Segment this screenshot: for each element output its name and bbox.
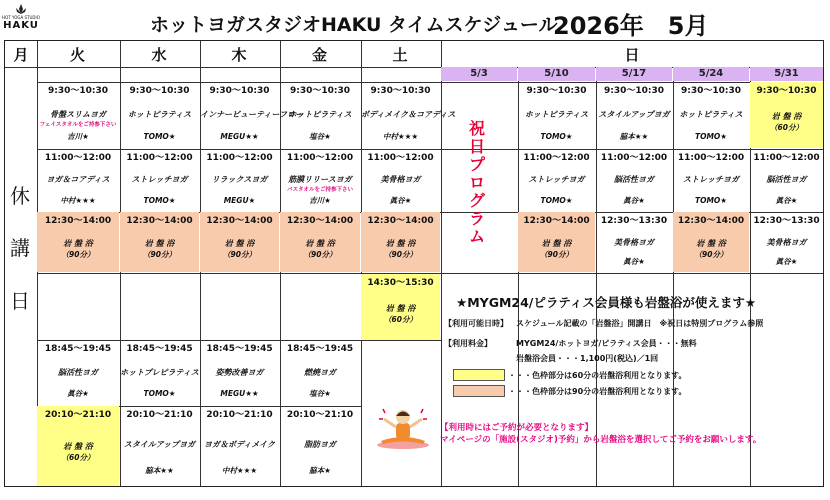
- instructor-name: 吉川★: [309, 196, 331, 205]
- class-name: 美骨格ヨガ: [380, 175, 421, 184]
- schedule-cell-s31b: [750, 149, 823, 211]
- class-name: ホットピラティス: [679, 110, 743, 119]
- instructor-name: TOMO★: [694, 196, 728, 205]
- class-name: 岩 盤 浴: [224, 239, 255, 248]
- header-fri: 金: [311, 46, 327, 64]
- class-time: 18:45～19:45: [286, 344, 354, 354]
- class-time: 12:30～14:00: [44, 216, 112, 226]
- class-name: リラックスヨガ: [211, 175, 268, 184]
- class-name: 美骨格ヨガ: [614, 238, 654, 247]
- schedule-cell-s17b: [596, 149, 672, 211]
- schedule-cell-tue2: [37, 149, 119, 211]
- class-time: 9:30～10:30: [47, 86, 109, 96]
- class-duration: （90分）: [61, 250, 95, 259]
- class-name: 岩 盤 浴: [63, 442, 93, 451]
- class-time: 11:00～12:00: [286, 153, 354, 163]
- schedule-cell-s24c: [673, 212, 749, 272]
- class-name: 岩 盤 浴: [144, 239, 175, 248]
- class-time: 12:30～14:00: [206, 216, 273, 226]
- header-sun: 日: [624, 46, 640, 64]
- class-name: 岩 盤 浴: [385, 239, 416, 248]
- class-name: 脂肪ヨガ: [304, 440, 336, 449]
- class-duration: （90分）: [384, 250, 417, 259]
- class-name: 骨盤スリムヨガ: [50, 110, 106, 119]
- class-time: 9:30～10:30: [370, 86, 431, 96]
- instructor-name: TOMO★: [540, 196, 573, 205]
- meditation-person-icon: [375, 405, 431, 449]
- class-time: 9:30～10:30: [209, 86, 270, 96]
- class-notice: バスタオルをご持参下さい: [286, 187, 353, 193]
- schedule-cell-tue6: [37, 406, 119, 486]
- class-time: 9:30～10:30: [289, 86, 351, 96]
- class-duration: （90分）: [540, 250, 573, 259]
- instructor-name: 吉川★: [67, 132, 89, 141]
- info-usage-label: 【利用可能日時】: [444, 319, 508, 328]
- notice-line-1: 【利用時にはご予約が必要となります】: [440, 423, 594, 433]
- class-name: 燃焼ヨガ: [304, 368, 336, 377]
- class-name: ストレッチヨガ: [528, 175, 585, 184]
- class-time: 9:30～10:30: [756, 86, 817, 96]
- class-notice: フェイスタオルをご持参下さい: [39, 122, 117, 128]
- info-fee-label: 【利用料金】: [444, 339, 492, 348]
- schedule-cell-sat1: [361, 82, 456, 148]
- schedule-cell-wed1: [120, 82, 199, 148]
- class-name: ストレッチヨガ: [683, 175, 739, 184]
- class-name: ホットピラティス: [288, 110, 352, 119]
- class-time: 20:10～21:10: [206, 410, 273, 420]
- instructor-name: TOMO★: [143, 132, 176, 141]
- instructor-name: MEGU★: [223, 196, 256, 205]
- instructor-name: 眞谷★: [775, 196, 798, 205]
- schedule-cell-s24b: [673, 149, 749, 211]
- instructor-name: 中村★★★: [221, 466, 258, 475]
- schedule-cell-thu6: [200, 406, 279, 486]
- class-time: 20:10～21:10: [126, 410, 193, 420]
- class-time: 12:30～14:00: [126, 216, 193, 226]
- page-title: ホットヨガスタジオHAKU タイムスケジュール: [150, 14, 558, 36]
- instructor-name: TOMO★: [540, 132, 573, 141]
- class-time: 9:30～10:30: [526, 86, 587, 96]
- instructor-name: 眞谷★: [389, 196, 412, 205]
- class-time: 18:45～19:45: [44, 344, 112, 354]
- class-time: 20:10～21:10: [44, 410, 112, 420]
- class-name: ヨガ＆ボディメイク: [203, 440, 276, 449]
- class-time: 12:30～13:30: [753, 216, 820, 226]
- class-time: 12:30～14:00: [286, 216, 354, 226]
- class-name: 岩 盤 浴: [771, 112, 802, 121]
- schedule-cell-fri6: [280, 406, 360, 486]
- class-name: インナービューティーフロー: [200, 110, 303, 119]
- legend-yellow-text: ・・・色枠部分は60分の岩盤浴利用となります。: [508, 371, 687, 380]
- closed-char-3: 日: [10, 289, 30, 313]
- class-time: 9:30～10:30: [680, 86, 742, 96]
- info-fee-text: MYGM24/ホットヨガ/ピラティス会員・・・無料: [516, 339, 697, 348]
- instructor-name: 中村★★★: [382, 132, 419, 141]
- holiday-program: 祝日プログラム: [468, 119, 485, 246]
- instructor-name: 眞谷★: [623, 257, 645, 266]
- class-duration: （60分）: [384, 315, 417, 324]
- schedule-cell-thu3: [200, 212, 279, 272]
- class-time: 20:10～21:10: [286, 410, 354, 420]
- studio-logo: [4, 3, 38, 37]
- header-wed: 水: [151, 46, 167, 64]
- closed-char-2: 講: [10, 236, 30, 260]
- legend-peach-swatch: [453, 385, 505, 397]
- class-name: 脳活性ヨガ: [58, 368, 98, 377]
- instructor-name: 脇本★★: [619, 132, 649, 141]
- schedule-month: 2026年 5月: [553, 12, 709, 40]
- schedule-cell-fri3: [280, 212, 360, 272]
- schedule-cell-s24a: [673, 82, 749, 148]
- schedule-cell-sat4: [361, 274, 440, 340]
- schedule-cell-thu1: [200, 82, 303, 148]
- schedule-cell-tue3: [37, 212, 119, 272]
- instructor-name: 眞谷★: [623, 196, 645, 205]
- legend-yellow-swatch: [453, 369, 505, 381]
- info-usage-text: スケジュール記載の「岩盤浴」開講日 ※祝日は特別プログラム参照: [516, 319, 764, 328]
- schedule-cell-thu5: [200, 340, 279, 405]
- schedule-cell-fri1: [280, 82, 360, 148]
- schedule-cell-tue5: [37, 340, 119, 405]
- schedule-cell-wed2: [120, 149, 199, 211]
- schedule-cell-s10b: [518, 149, 595, 211]
- class-time: 18:45～19:45: [126, 344, 193, 354]
- class-time: 11:00～12:00: [206, 153, 273, 163]
- class-name: ホットプレピラティス: [120, 368, 199, 377]
- schedule-cell-tue1: [37, 82, 119, 148]
- class-time: 11:00～12:00: [677, 153, 745, 163]
- logo-subtitle: HOT YOGA STUDIO: [2, 15, 40, 20]
- notice-line-2: マイページの「施設(スタジオ)予約」から岩盤浴を選択してご予約をお願いします。: [440, 435, 762, 445]
- class-name: 岩 盤 浴: [696, 239, 726, 248]
- legend-peach-text: ・・・色枠部分は90分の岩盤浴利用となります。: [508, 387, 687, 396]
- sun-date-2: 5/10: [518, 67, 595, 81]
- class-time: 12:30～14:00: [677, 216, 745, 226]
- class-name: スタイルアップヨガ: [123, 440, 196, 449]
- class-name: 筋膜リリースヨガ: [288, 175, 352, 184]
- header-thu: 木: [231, 46, 247, 64]
- class-name: 岩 盤 浴: [541, 239, 572, 248]
- schedule-cell-wed3: [120, 212, 199, 272]
- instructor-name: TOMO★: [694, 132, 728, 141]
- sun-date-3: 5/17: [596, 67, 672, 81]
- class-time: 18:45～19:45: [206, 344, 273, 354]
- schedule-cell-sat3: [361, 212, 440, 272]
- instructor-name: 眞谷★: [67, 389, 89, 398]
- class-name: スタイルアップヨガ: [598, 110, 670, 119]
- header-mon: 月: [13, 46, 29, 64]
- header-tue: 火: [69, 46, 85, 64]
- class-name: ボディメイク＆コアディス: [361, 110, 456, 119]
- schedule-cell-sat2: [361, 149, 440, 211]
- class-name: ストレッチヨガ: [131, 175, 188, 184]
- lotus-icon: [14, 3, 28, 15]
- class-duration: （90分）: [694, 250, 728, 259]
- instructor-name: 中村★★★: [60, 196, 96, 205]
- schedule-cell-s31a: [750, 82, 823, 148]
- class-name: 姿勢改善ヨガ: [215, 368, 264, 377]
- info-title: ★MYGM24/ピラティス会員様も岩盤浴が使えます★: [456, 295, 757, 310]
- class-time: 12:30～14:00: [367, 216, 434, 226]
- schedule-cell-s17c: [596, 212, 672, 272]
- sun-date-4: 5/24: [673, 67, 749, 81]
- schedule-cell-s31c: [750, 212, 823, 272]
- header-sat: 土: [392, 46, 408, 64]
- sun-date-5: 5/31: [750, 67, 823, 81]
- schedule-cell-s17a: [596, 82, 672, 148]
- class-time: 14:30～15:30: [367, 278, 434, 288]
- closed-char-1: 休: [10, 184, 30, 208]
- instructor-name: TOMO★: [143, 389, 176, 398]
- class-name: ホットピラティス: [524, 110, 589, 119]
- class-name: 岩 盤 浴: [63, 239, 93, 248]
- class-duration: （60分）: [61, 453, 95, 462]
- class-duration: （60分）: [770, 123, 803, 132]
- instructor-name: 脇本★: [309, 466, 331, 475]
- schedule-cell-s10a: [518, 82, 595, 148]
- schedule-cell-s10c: [518, 212, 595, 272]
- class-time: 11:00～12:00: [600, 153, 668, 163]
- class-name: ホットピラティス: [127, 110, 192, 119]
- class-name: ヨガ＆コアディス: [46, 175, 110, 184]
- instructor-name: MEGU★★: [220, 389, 259, 398]
- class-name: 美骨格ヨガ: [766, 238, 807, 247]
- schedule-cell-wed6: [120, 406, 199, 486]
- class-time: 11:00～12:00: [126, 153, 193, 163]
- schedule-cell-fri2: [280, 149, 360, 211]
- class-duration: （90分）: [303, 250, 337, 259]
- class-name: 脳活性ヨガ: [766, 175, 807, 184]
- class-time: 11:00～12:00: [753, 153, 820, 163]
- instructor-name: 眞谷★: [775, 257, 798, 266]
- logo-name: HAKU: [3, 20, 39, 31]
- instructor-name: 塩谷★: [309, 389, 331, 398]
- class-name: 脳活性ヨガ: [614, 175, 654, 184]
- instructor-name: MEGU★★: [220, 132, 259, 141]
- instructor-name: 脇本★★: [145, 466, 174, 475]
- class-time: 11:00～12:00: [367, 153, 434, 163]
- class-time: 12:30～14:00: [523, 216, 590, 226]
- schedule-cell-wed5: [120, 340, 199, 405]
- class-time: 9:30～10:30: [129, 86, 190, 96]
- class-duration: （90分）: [143, 250, 176, 259]
- info-fee-text-2: 岩盤浴会員・・・1,100円(税込)／1回: [516, 354, 659, 363]
- class-duration: （90分）: [223, 250, 256, 259]
- sun-date-1: 5/3: [441, 67, 517, 81]
- class-time: 9:30～10:30: [603, 86, 665, 96]
- instructor-name: TOMO★: [143, 196, 176, 205]
- class-name: 岩 盤 浴: [385, 304, 416, 313]
- class-name: 岩 盤 浴: [305, 239, 335, 248]
- class-time: 11:00～12:00: [44, 153, 112, 163]
- class-time: 11:00～12:00: [523, 153, 590, 163]
- class-time: 12:30～13:30: [600, 216, 668, 226]
- schedule-cell-thu2: [200, 149, 279, 211]
- instructor-name: 塩谷★: [309, 132, 331, 141]
- schedule-cell-fri5: [280, 340, 360, 405]
